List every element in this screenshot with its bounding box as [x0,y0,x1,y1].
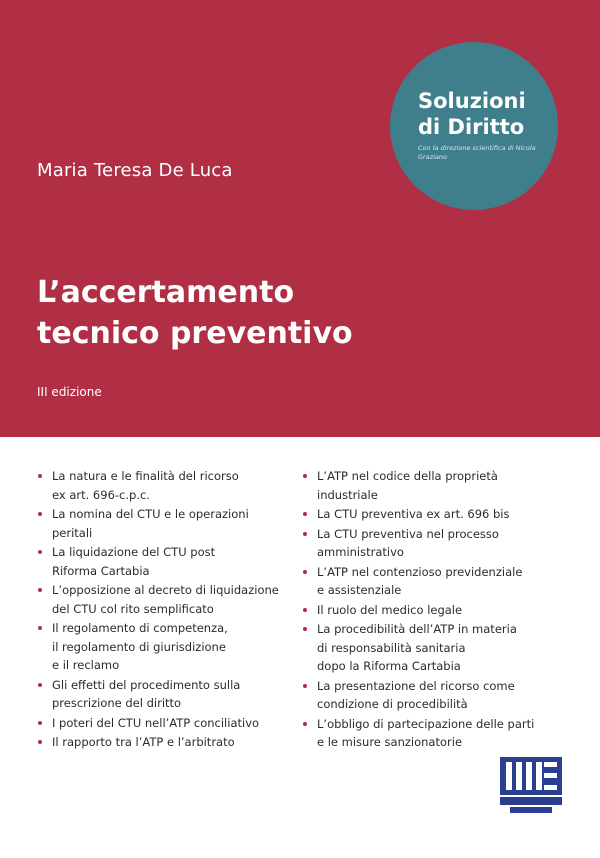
bullet-icon [303,627,307,631]
list-item [303,525,543,562]
bullet-icon [38,740,42,744]
topic-text: Il regolamento di competenza, il regolamento di giurisdizione e il reclamo [52,621,228,672]
bullet-icon [38,626,42,630]
bullet-icon [38,550,42,554]
publisher-sub-wordmark [510,807,552,813]
edition-label: III edizione [37,385,102,399]
list-item [303,505,543,524]
list-item [303,620,543,676]
topic-text: L’obbligo di partecipazione delle parti e le misure sanzionatorie [317,716,535,749]
topic-text: Il ruolo del medico legale [317,602,463,617]
bullet-icon [38,683,42,687]
bullet-icon [303,512,307,516]
publisher-logo [500,757,562,815]
topic-text: La CTU preventiva ex art. 696 bis [317,507,510,521]
list-item [38,505,283,542]
list-item [38,581,283,618]
publisher-logo-icon [500,757,562,795]
book-title [37,272,457,354]
bullet-icon [38,721,42,725]
bullet-icon [303,608,307,612]
bullet-icon [38,512,42,516]
list-item [303,601,543,620]
topic-text: Il rapporto tra l’ATP e l’arbitrato [52,735,235,749]
bullet-icon [38,474,42,478]
topic-text: La procedibilità dell’ATP in materia di responsabilità sanitaria dopo la Riforma Cartabia [317,622,517,673]
list-item [303,715,543,752]
author-name: Maria Teresa De Luca [37,160,233,181]
bullet-icon [38,588,42,592]
bullet-icon [303,532,307,536]
list-item [38,543,283,580]
bullet-icon [303,722,307,726]
list-item [38,733,283,752]
book-title-line-1: L’accertamento [37,275,295,310]
topic-text: La nomina del CTU e le operazioni peritali [52,507,249,540]
list-item [303,563,543,600]
topic-text: I poteri del CTU nell’ATP conciliativo [52,715,260,730]
book-title-line-2: tecnico preventivo [37,316,353,351]
topic-text: Gli effetti del procedimento sulla prescrizione del diritto [52,677,241,710]
topic-text: La liquidazione del CTU post Riforma Cartabia [52,545,216,578]
bullet-icon [303,684,307,688]
series-title: Soluzioni di Diritto [418,89,526,139]
topics-list-left [38,467,283,753]
publisher-wordmark [500,797,562,805]
topic-text: L’ATP nel codice della proprietà industriale [317,469,498,502]
topic-text: La natura e le finalità del ricorso ex art. 696-c.p.c. [52,469,239,502]
topic-text: La CTU preventiva nel processo amministrativo [317,526,499,559]
list-item [38,467,283,504]
list-item [303,677,543,714]
list-item [38,619,283,675]
series-subtitle: Con la direzione scientifica di Nicola Graziano [418,144,536,161]
topic-text: L’ATP nel contenzioso previdenziale e assistenziale [317,564,523,597]
list-item [38,714,283,733]
topic-text: L’opposizione al decreto di liquidazione del CTU col rito semplificato [52,583,279,616]
list-item [303,467,543,504]
series-badge [390,42,558,210]
bullet-icon [303,474,307,478]
list-item [38,676,283,713]
topic-text: La presentazione del ricorso come condizione di procedibilità [317,678,515,711]
topics-list-right [303,467,543,753]
bullet-icon [303,570,307,574]
